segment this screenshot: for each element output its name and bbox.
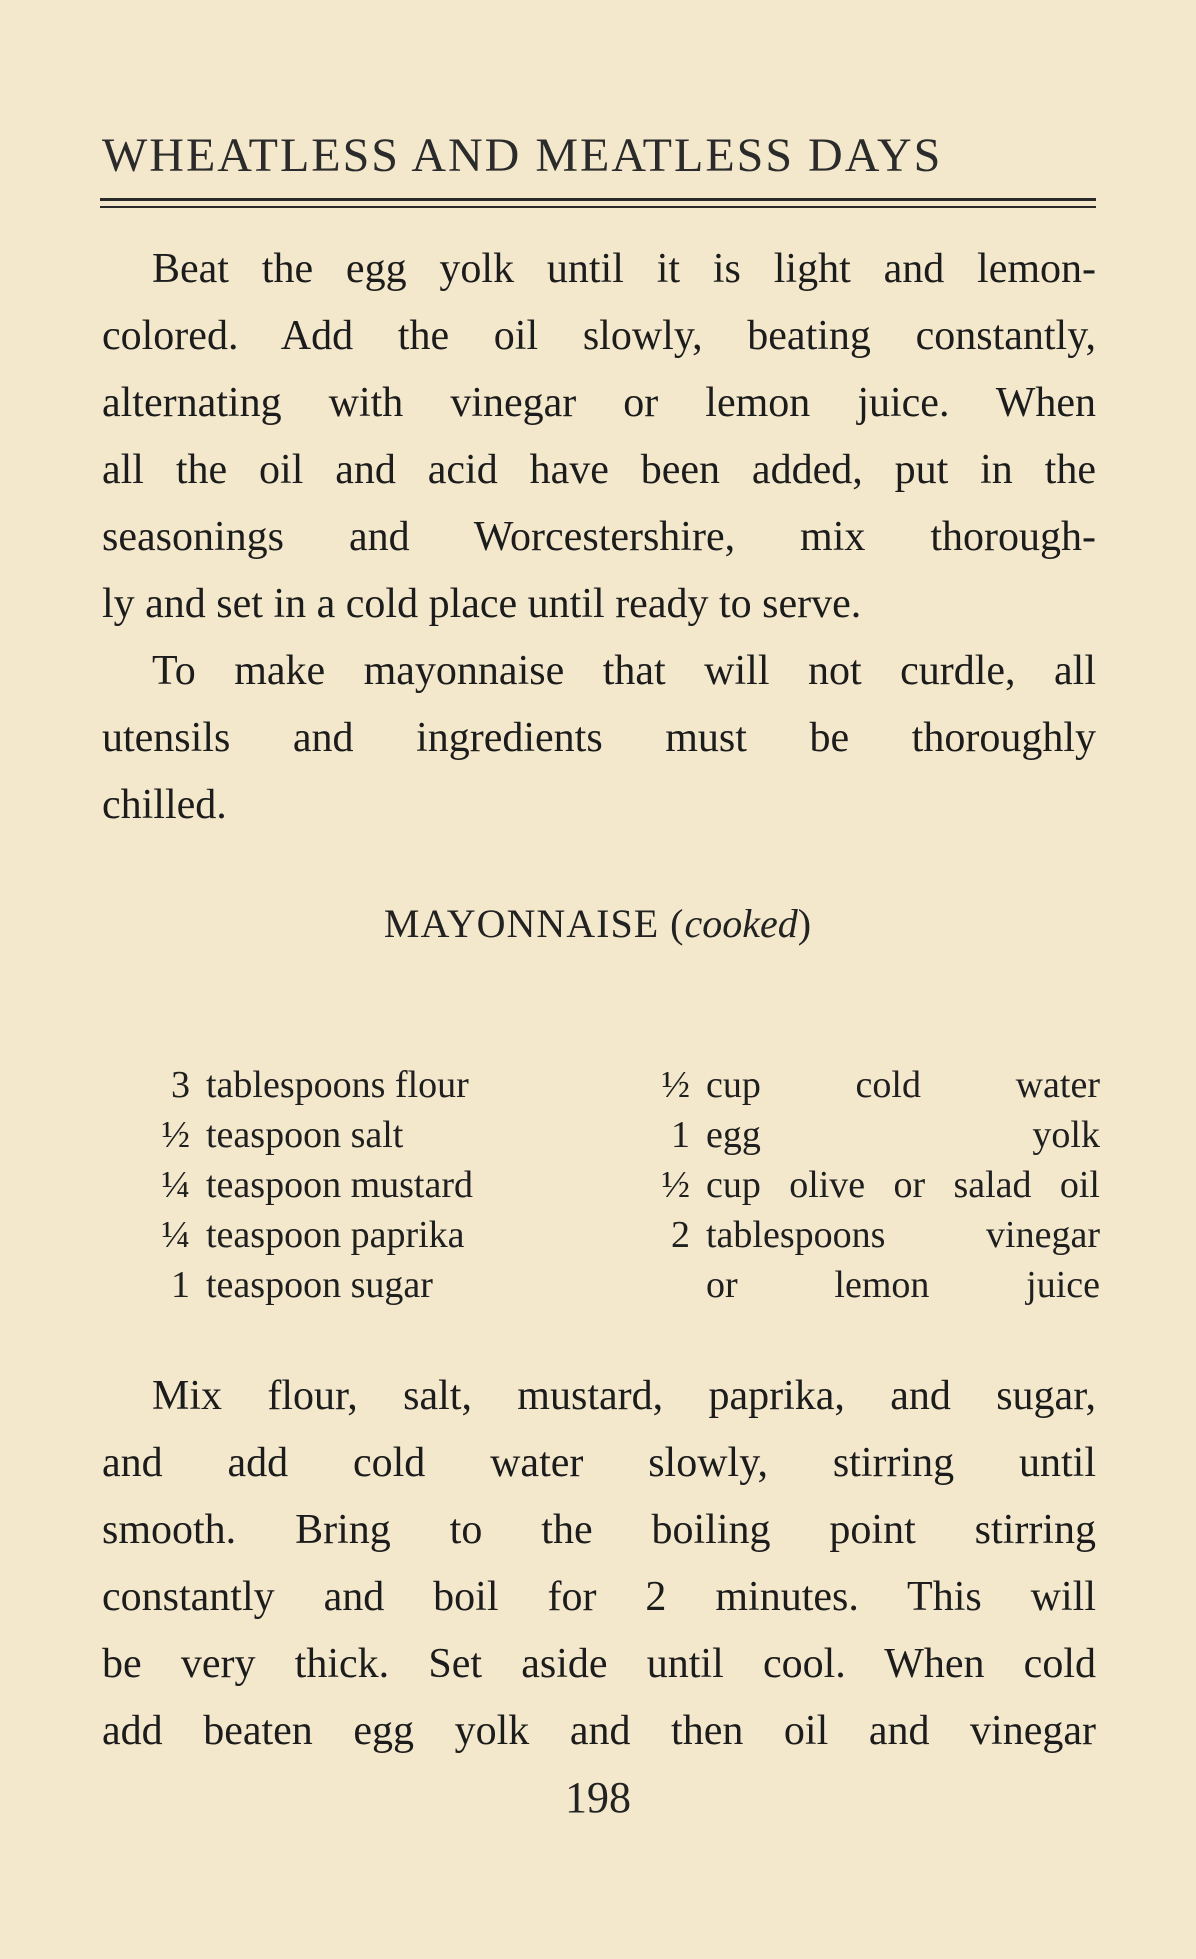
ingredient-row (620, 1210, 1100, 1260)
paragraph-line: alternating with vinegar or lemon juice. When (102, 380, 1096, 426)
ingredient-row (140, 1110, 560, 1160)
paragraph-line: colored. Add the oil slowly, beating constantly, (102, 313, 1096, 359)
ingredient-amount: ¼ (161, 1164, 190, 1206)
paragraph-line: all the oil and acid have been added, put in the (102, 447, 1096, 493)
ingredient-item: tablespoons flour (206, 1064, 469, 1106)
ingredient-item: cup olive or salad oil (706, 1164, 1100, 1206)
paragraph-line: be very thick. Set aside until cool. When cold (102, 1641, 1096, 1687)
recipe-qualifier-open: ( (659, 901, 685, 946)
paragraph-line: Beat the egg yolk until it is light and lemon- (152, 246, 1096, 292)
ingredients-right-column (620, 1060, 1100, 1310)
ingredient-row (620, 1160, 1100, 1210)
ingredient-item: egg yolk (706, 1114, 1100, 1156)
ingredient-amount: 2 (671, 1214, 690, 1256)
header-rule-thin (100, 206, 1096, 208)
ingredient-item: teaspoon paprika (206, 1214, 465, 1256)
ingredient-amount: ½ (161, 1114, 190, 1156)
ingredients-left-column (140, 1060, 560, 1310)
paragraph-line: chilled. (102, 782, 227, 828)
ingredient-item: tablespoons vinegar (706, 1214, 1100, 1256)
recipe-qualifier: cooked (684, 901, 798, 946)
ingredient-row (140, 1160, 560, 1210)
ingredient-row (620, 1110, 1100, 1160)
ingredient-amount: 3 (171, 1064, 190, 1106)
ingredient-item: teaspoon salt (206, 1114, 404, 1156)
recipe-title (0, 900, 1196, 947)
recipe-qualifier-close: ) (797, 901, 813, 946)
paragraph-line: add beaten egg yolk and then oil and vinegar (102, 1708, 1096, 1754)
ingredient-amount: ¼ (161, 1214, 190, 1256)
paragraph-egg-yolk-method (102, 236, 1096, 638)
paragraph-line: constantly and boil for 2 minutes. This will (102, 1574, 1096, 1620)
ingredient-item: teaspoon sugar (206, 1264, 433, 1306)
ingredient-row (620, 1060, 1100, 1110)
ingredient-amount: 1 (671, 1114, 690, 1156)
paragraph-line: ly and set in a cold place until ready to serve. (102, 581, 862, 627)
paragraph-line: and add cold water slowly, stirring until (102, 1440, 1096, 1486)
ingredient-amount: ½ (661, 1164, 690, 1206)
recipe-title-text: MAYONNAISE (383, 901, 660, 946)
running-header: WHEATLESS AND MEATLESS DAYS (102, 129, 943, 182)
paragraph-line: seasonings and Worcestershire, mix thorough- (102, 514, 1096, 560)
paragraph-curdle-tip (102, 638, 1096, 839)
ingredient-row (140, 1060, 560, 1110)
ingredient-amount: ½ (661, 1064, 690, 1106)
paragraph-cooked-method (102, 1363, 1096, 1765)
ingredient-row (140, 1210, 560, 1260)
paragraph-line: utensils and ingredients must be thoroughly (102, 715, 1096, 761)
paragraph-line: smooth. Bring to the boiling point stirring (102, 1507, 1096, 1553)
ingredient-row (140, 1260, 560, 1310)
page-number: 198 (565, 1773, 631, 1822)
header-rule-thick (100, 198, 1096, 201)
ingredient-row (620, 1260, 1100, 1310)
ingredient-amount (620, 1260, 706, 1310)
ingredient-amount: 1 (171, 1264, 190, 1306)
ingredient-item: or lemon juice (706, 1264, 1100, 1306)
paragraph-line: Mix flour, salt, mustard, paprika, and sugar, (152, 1373, 1096, 1419)
ingredient-item: teaspoon mustard (206, 1164, 474, 1206)
paragraph-line: To make mayonnaise that will not curdle, all (152, 648, 1096, 694)
ingredient-item: cup cold water (706, 1064, 1100, 1106)
